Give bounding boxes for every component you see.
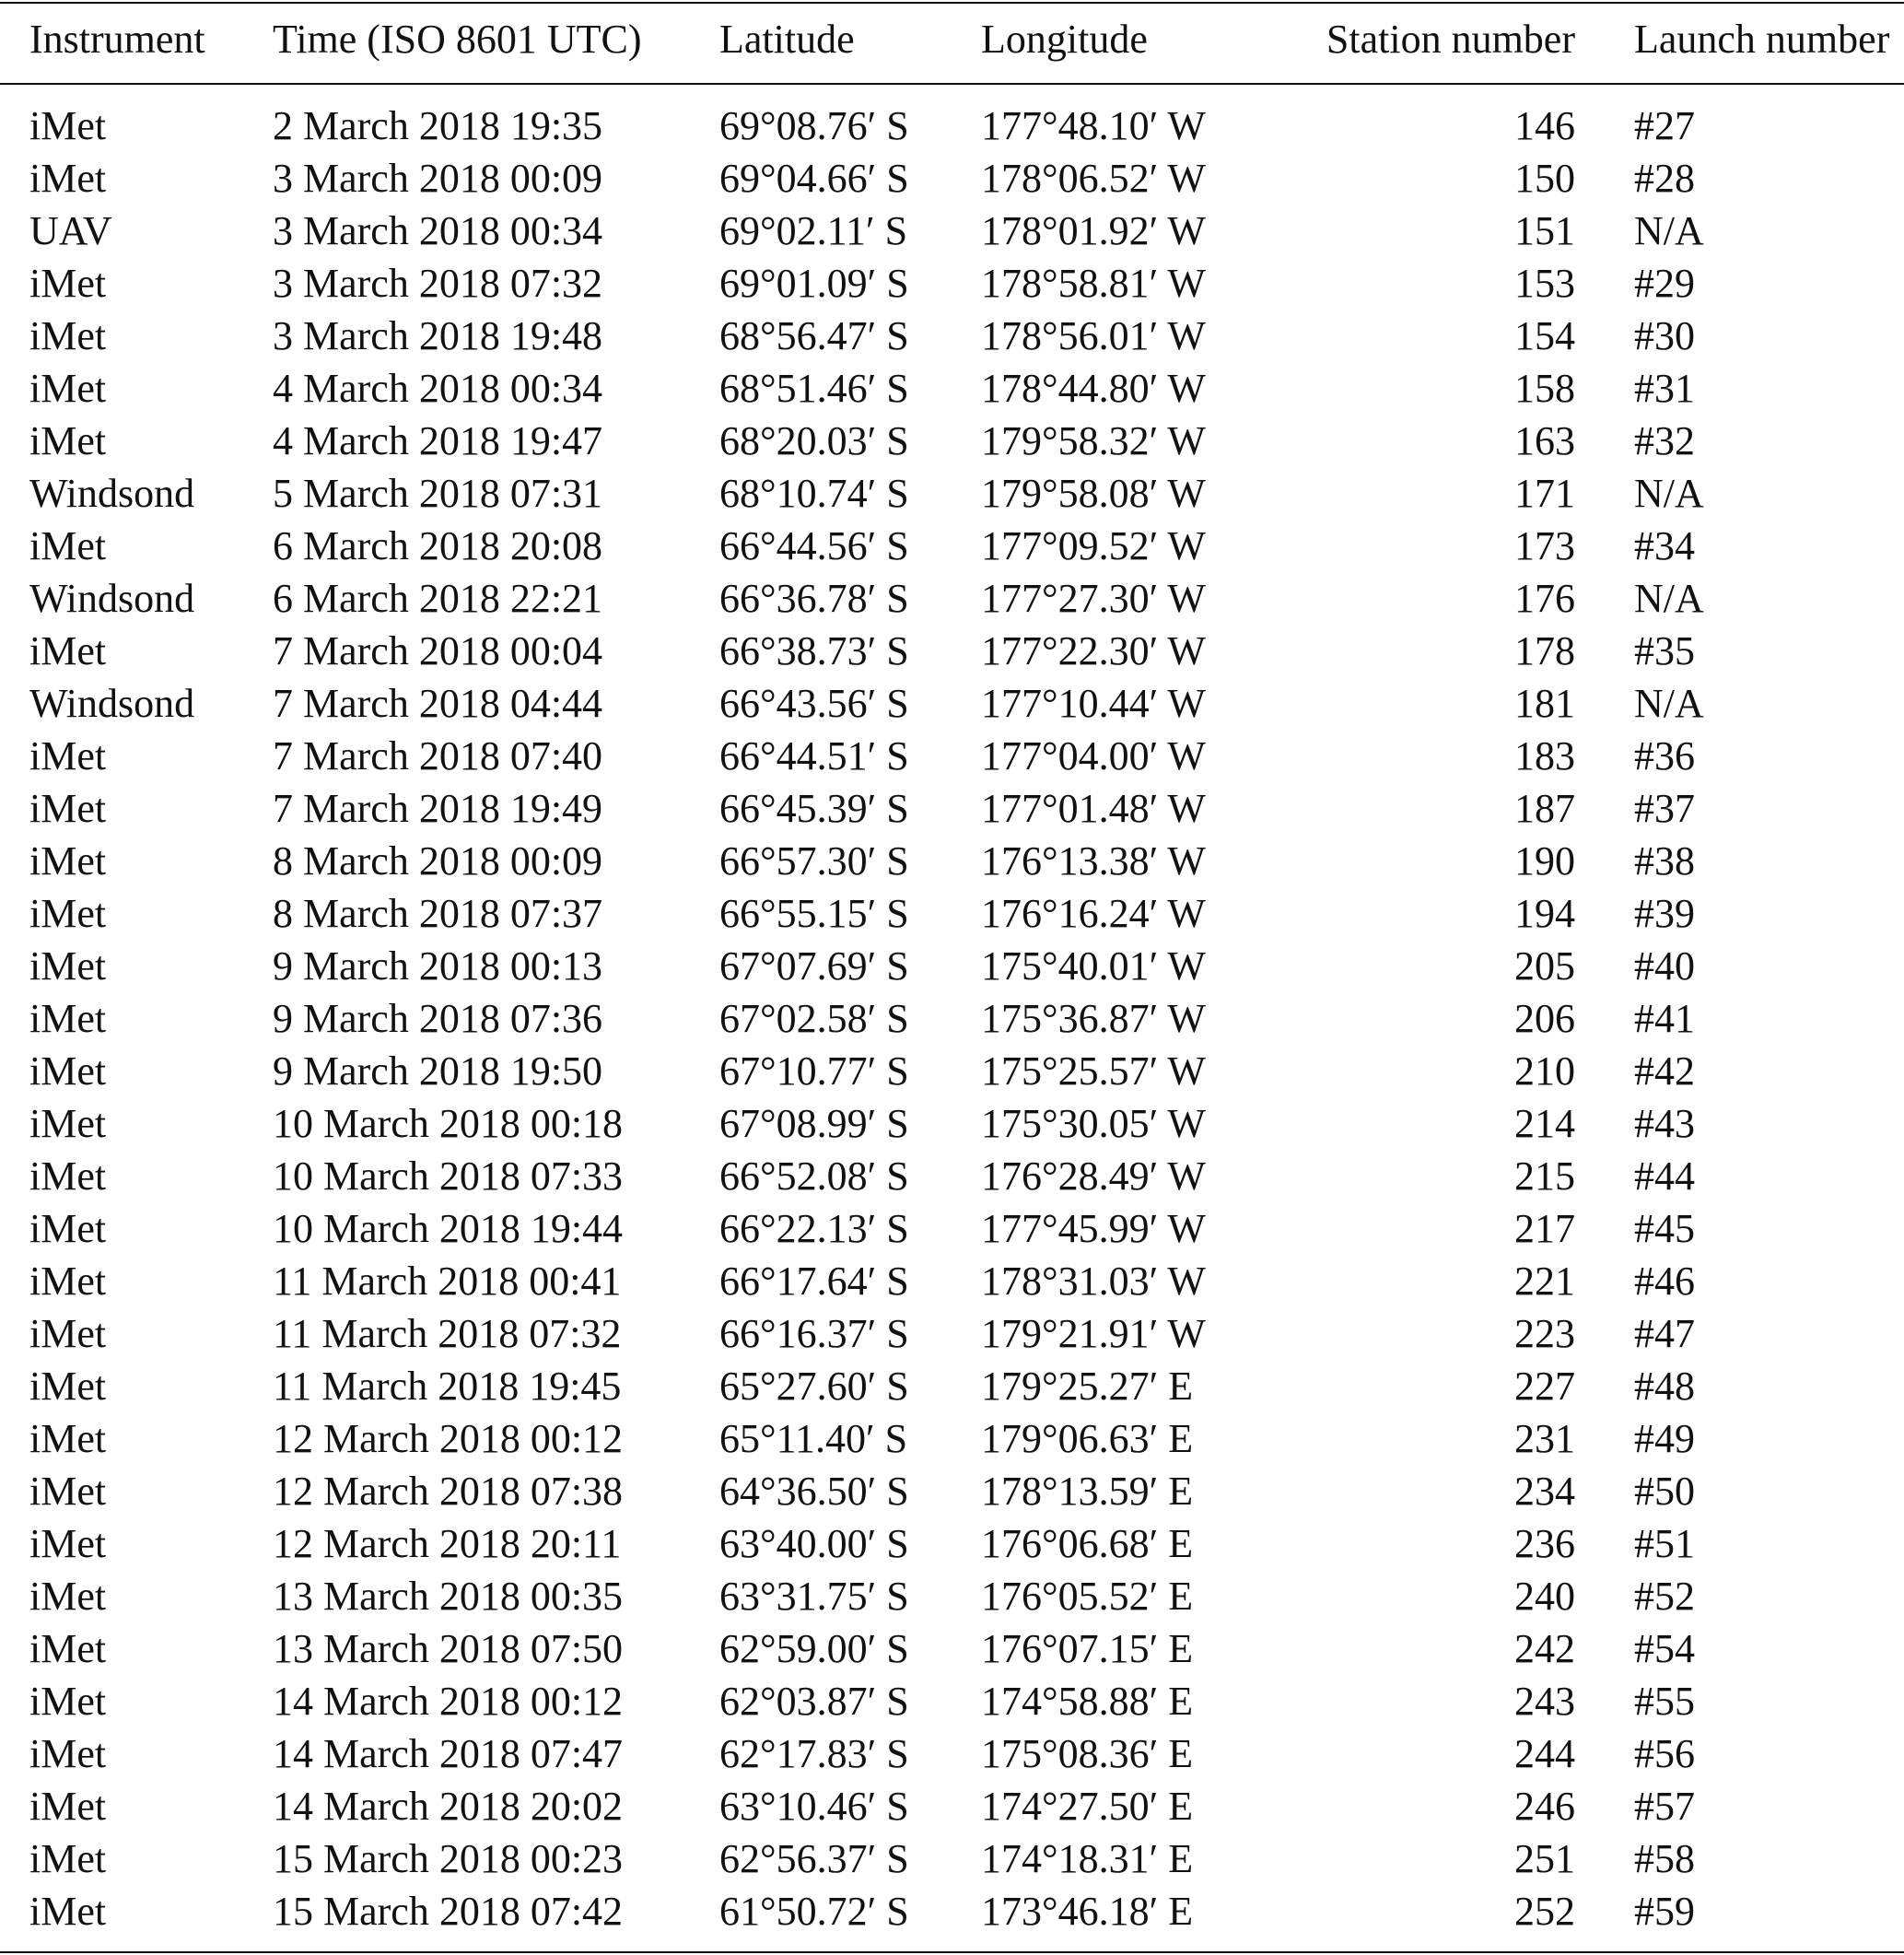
table-row	[0, 992, 1904, 1045]
instrument-cell: iMet	[29, 1153, 107, 1199]
instrument-cell: iMet	[29, 1311, 107, 1356]
table-row	[0, 1780, 1904, 1832]
station-number-cell: 243	[1514, 1679, 1575, 1724]
time-cell: 8 March 2018 07:37	[273, 891, 603, 936]
instrument-cell: iMet	[29, 1416, 107, 1461]
instrument-cell: iMet	[29, 261, 107, 306]
time-cell: 5 March 2018 07:31	[273, 471, 603, 516]
launch-number-cell: #51	[1634, 1521, 1695, 1566]
instrument-cell: iMet	[29, 1101, 107, 1146]
table-row	[0, 1727, 1904, 1780]
launch-number-cell: N/A	[1634, 681, 1704, 726]
instrument-cell: iMet	[29, 1626, 107, 1671]
longitude-cell: 178°06.52′ W	[981, 156, 1206, 201]
longitude-cell: 176°07.15′ E	[981, 1626, 1194, 1671]
time-cell: 7 March 2018 07:40	[273, 733, 603, 778]
station-number-cell: 205	[1514, 943, 1575, 989]
longitude-cell: 175°25.57′ W	[981, 1048, 1206, 1094]
station-number-cell: 206	[1514, 996, 1575, 1041]
longitude-cell: 177°48.10′ W	[981, 103, 1206, 148]
station-number-cell: 221	[1514, 1258, 1575, 1304]
station-number-cell: 210	[1514, 1048, 1575, 1094]
station-number-cell: 178	[1514, 628, 1575, 673]
longitude-cell: 178°13.59′ E	[981, 1469, 1194, 1514]
table-row	[0, 467, 1904, 520]
latitude-cell: 67°10.77′ S	[719, 1048, 909, 1094]
longitude-cell: 179°58.08′ W	[981, 471, 1206, 516]
table-body	[0, 81, 1904, 1937]
station-number-cell: 223	[1514, 1311, 1575, 1356]
time-cell: 15 March 2018 07:42	[273, 1889, 624, 1934]
station-number-cell: 215	[1514, 1153, 1575, 1199]
latitude-cell: 67°08.99′ S	[719, 1101, 909, 1146]
launch-number-cell: #54	[1634, 1626, 1695, 1671]
table-row	[0, 940, 1904, 992]
launch-number-cell: #31	[1634, 366, 1695, 411]
longitude-cell: 177°09.52′ W	[981, 523, 1206, 568]
latitude-cell: 66°55.15′ S	[719, 891, 909, 936]
launch-number-cell: N/A	[1634, 471, 1704, 516]
longitude-cell: 178°44.80′ W	[981, 366, 1206, 411]
spacer-cell	[0, 81, 1904, 100]
instrument-cell: iMet	[29, 523, 107, 568]
instrument-cell: iMet	[29, 1364, 107, 1409]
longitude-cell: 176°16.24′ W	[981, 891, 1206, 936]
latitude-cell: 66°36.78′ S	[719, 576, 909, 621]
launch-number-cell: #39	[1634, 891, 1695, 936]
time-cell: 7 March 2018 19:49	[273, 786, 603, 831]
table-row	[0, 1570, 1904, 1622]
station-number-cell: 153	[1514, 261, 1575, 306]
station-number-cell: 244	[1514, 1731, 1575, 1776]
time-cell: 12 March 2018 07:38	[273, 1469, 624, 1514]
station-number-cell: 176	[1514, 576, 1575, 621]
longitude-cell: 177°04.00′ W	[981, 733, 1206, 778]
longitude-cell: 177°22.30′ W	[981, 628, 1206, 673]
longitude-cell: 176°28.49′ W	[981, 1153, 1206, 1199]
latitude-cell: 66°22.13′ S	[719, 1206, 909, 1251]
latitude-cell: 66°52.08′ S	[719, 1153, 909, 1199]
instrument-cell: iMet	[29, 1469, 107, 1514]
time-cell: 13 March 2018 07:50	[273, 1626, 624, 1671]
latitude-cell: 69°02.11′ S	[719, 208, 908, 253]
instrument-cell: Windsond	[29, 576, 195, 621]
station-number-cell: 252	[1514, 1889, 1575, 1934]
launch-number-cell: #44	[1634, 1153, 1695, 1199]
table-row	[0, 1360, 1904, 1412]
instrument-cell: iMet	[29, 786, 107, 831]
table-row	[0, 1465, 1904, 1517]
table-row	[0, 415, 1904, 467]
instrument-cell: iMet	[29, 418, 107, 463]
instrument-cell: iMet	[29, 1889, 107, 1934]
longitude-cell: 179°58.32′ W	[981, 418, 1206, 463]
time-cell: 14 March 2018 07:47	[273, 1731, 624, 1776]
table-row	[0, 520, 1904, 572]
launch-number-cell: #30	[1634, 313, 1695, 358]
launch-number-cell: #52	[1634, 1574, 1695, 1619]
station-number-cell: 234	[1514, 1469, 1575, 1514]
instrument-cell: iMet	[29, 313, 107, 358]
instrument-cell: iMet	[29, 1679, 107, 1724]
launch-number-cell: #43	[1634, 1101, 1695, 1146]
time-cell: 6 March 2018 20:08	[273, 523, 603, 568]
header-instrument: Instrument	[29, 16, 205, 62]
latitude-cell: 65°11.40′ S	[719, 1416, 908, 1461]
launch-number-cell: #58	[1634, 1836, 1695, 1881]
latitude-cell: 68°51.46′ S	[719, 366, 909, 411]
header-launch-number: Launch number	[1634, 16, 1890, 62]
longitude-cell: 179°25.27′ E	[981, 1364, 1194, 1409]
longitude-cell: 179°21.91′ W	[981, 1311, 1206, 1356]
instrument-cell: Windsond	[29, 471, 195, 516]
instrument-cell: iMet	[29, 1836, 107, 1881]
latitude-cell: 62°59.00′ S	[719, 1626, 909, 1671]
time-cell: 11 March 2018 19:45	[273, 1364, 622, 1409]
table-row	[0, 887, 1904, 940]
time-cell: 7 March 2018 04:44	[273, 681, 603, 726]
time-cell: 9 March 2018 19:50	[273, 1048, 603, 1094]
table-row	[0, 310, 1904, 362]
latitude-cell: 67°07.69′ S	[719, 943, 909, 989]
instrument-cell: iMet	[29, 156, 107, 201]
station-number-cell: 158	[1514, 366, 1575, 411]
station-number-cell: 251	[1514, 1836, 1575, 1881]
time-cell: 7 March 2018 00:04	[273, 628, 603, 673]
latitude-cell: 66°45.39′ S	[719, 786, 909, 831]
time-cell: 3 March 2018 07:32	[273, 261, 603, 306]
table-row	[0, 625, 1904, 677]
header-longitude: Longitude	[981, 16, 1148, 62]
station-number-cell: 242	[1514, 1626, 1575, 1671]
launch-number-cell: #46	[1634, 1258, 1695, 1304]
table-row	[0, 572, 1904, 625]
instrument-cell: iMet	[29, 1048, 107, 1094]
table-row	[0, 1202, 1904, 1255]
instrument-cell: iMet	[29, 1784, 107, 1829]
launch-number-cell: #34	[1634, 523, 1695, 568]
instrument-cell: iMet	[29, 1206, 107, 1251]
latitude-cell: 66°38.73′ S	[719, 628, 909, 673]
table-row	[0, 782, 1904, 835]
table-row	[0, 362, 1904, 415]
station-number-cell: 171	[1514, 471, 1575, 516]
instrument-cell: iMet	[29, 1731, 107, 1776]
launch-number-cell: #37	[1634, 786, 1695, 831]
instrument-cell: iMet	[29, 996, 107, 1041]
launch-number-cell: #41	[1634, 996, 1695, 1041]
longitude-cell: 175°40.01′ W	[981, 943, 1206, 989]
station-number-cell: 190	[1514, 838, 1575, 884]
station-number-cell: 217	[1514, 1206, 1575, 1251]
latitude-cell: 62°03.87′ S	[719, 1679, 909, 1724]
header-spacer	[0, 81, 1904, 100]
longitude-cell: 175°08.36′ E	[981, 1731, 1194, 1776]
longitude-cell: 175°30.05′ W	[981, 1101, 1206, 1146]
table-row	[0, 1045, 1904, 1097]
table-row	[0, 205, 1904, 257]
launch-number-cell: #45	[1634, 1206, 1695, 1251]
launch-number-cell: #35	[1634, 628, 1695, 673]
launch-number-cell: #28	[1634, 156, 1695, 201]
time-cell: 14 March 2018 00:12	[273, 1679, 624, 1724]
instrument-cell: iMet	[29, 838, 107, 884]
launch-number-cell: #55	[1634, 1679, 1695, 1724]
latitude-cell: 63°40.00′ S	[719, 1521, 909, 1566]
longitude-cell: 175°36.87′ W	[981, 996, 1206, 1041]
time-cell: 6 March 2018 22:21	[273, 576, 603, 621]
longitude-cell: 178°01.92′ W	[981, 208, 1206, 253]
station-number-cell: 194	[1514, 891, 1575, 936]
time-cell: 3 March 2018 00:34	[273, 208, 603, 253]
latitude-cell: 62°17.83′ S	[719, 1731, 909, 1776]
instrument-cell: iMet	[29, 733, 107, 778]
station-number-cell: 240	[1514, 1574, 1575, 1619]
longitude-cell: 174°27.50′ E	[981, 1784, 1194, 1829]
latitude-cell: 66°44.51′ S	[719, 733, 909, 778]
latitude-cell: 66°57.30′ S	[719, 838, 909, 884]
table-row	[0, 1885, 1904, 1937]
table-row	[0, 1412, 1904, 1465]
launch-number-cell: #38	[1634, 838, 1695, 884]
time-cell: 10 March 2018 19:44	[273, 1206, 624, 1251]
launch-number-cell: #42	[1634, 1048, 1695, 1094]
table-row	[0, 1517, 1904, 1570]
instrument-cell: iMet	[29, 366, 107, 411]
launch-number-cell: #59	[1634, 1889, 1695, 1934]
longitude-cell: 176°06.68′ E	[981, 1521, 1194, 1566]
latitude-cell: 66°17.64′ S	[719, 1258, 909, 1304]
time-cell: 11 March 2018 00:41	[273, 1258, 622, 1304]
time-cell: 15 March 2018 00:23	[273, 1836, 624, 1881]
longitude-cell: 178°58.81′ W	[981, 261, 1206, 306]
time-cell: 8 March 2018 00:09	[273, 838, 603, 884]
longitude-cell: 177°27.30′ W	[981, 576, 1206, 621]
table-row	[0, 835, 1904, 887]
latitude-cell: 66°43.56′ S	[719, 681, 909, 726]
table-row	[0, 100, 1904, 152]
station-number-cell: 187	[1514, 786, 1575, 831]
time-cell: 13 March 2018 00:35	[273, 1574, 624, 1619]
station-number-cell: 183	[1514, 733, 1575, 778]
launch-number-cell: N/A	[1634, 208, 1704, 253]
longitude-cell: 179°06.63′ E	[981, 1416, 1194, 1461]
header-station-number: Station number	[1326, 16, 1575, 62]
longitude-cell: 176°13.38′ W	[981, 838, 1206, 884]
time-cell: 10 March 2018 07:33	[273, 1153, 624, 1199]
instrument-cell: UAV	[29, 208, 112, 253]
longitude-cell: 173°46.18′ E	[981, 1889, 1194, 1934]
table-row	[0, 1307, 1904, 1360]
launch-number-cell: #47	[1634, 1311, 1695, 1356]
longitude-cell: 178°56.01′ W	[981, 313, 1206, 358]
station-number-cell: 163	[1514, 418, 1575, 463]
latitude-cell: 69°08.76′ S	[719, 103, 909, 148]
longitude-cell: 178°31.03′ W	[981, 1258, 1206, 1304]
time-cell: 9 March 2018 00:13	[273, 943, 603, 989]
longitude-cell: 177°45.99′ W	[981, 1206, 1206, 1251]
latitude-cell: 68°10.74′ S	[719, 471, 909, 516]
instrument-cell: iMet	[29, 1521, 107, 1566]
launch-number-cell: #27	[1634, 103, 1695, 148]
station-number-cell: 146	[1514, 103, 1575, 148]
station-number-cell: 246	[1514, 1784, 1575, 1829]
latitude-cell: 62°56.37′ S	[719, 1836, 909, 1881]
longitude-cell: 177°01.48′ W	[981, 786, 1206, 831]
instrument-cell: iMet	[29, 891, 107, 936]
instrument-cell: iMet	[29, 103, 107, 148]
time-cell: 10 March 2018 00:18	[273, 1101, 624, 1146]
longitude-cell: 177°10.44′ W	[981, 681, 1206, 726]
latitude-cell: 65°27.60′ S	[719, 1364, 909, 1409]
table-row	[0, 152, 1904, 205]
latitude-cell: 63°31.75′ S	[719, 1574, 909, 1619]
launch-number-cell: #40	[1634, 943, 1695, 989]
table-row	[0, 1832, 1904, 1885]
launch-number-cell: #48	[1634, 1364, 1695, 1409]
latitude-cell: 66°16.37′ S	[719, 1311, 909, 1356]
latitude-cell: 68°20.03′ S	[719, 418, 909, 463]
launch-number-cell: #29	[1634, 261, 1695, 306]
table-row	[0, 1675, 1904, 1727]
latitude-cell: 61°50.72′ S	[719, 1889, 909, 1934]
longitude-cell: 176°05.52′ E	[981, 1574, 1194, 1619]
station-number-cell: 173	[1514, 523, 1575, 568]
latitude-cell: 64°36.50′ S	[719, 1469, 909, 1514]
station-number-cell: 236	[1514, 1521, 1575, 1566]
station-number-cell: 231	[1514, 1416, 1575, 1461]
station-number-cell: 181	[1514, 681, 1575, 726]
time-cell: 3 March 2018 00:09	[273, 156, 603, 201]
latitude-cell: 63°10.46′ S	[719, 1784, 909, 1829]
header-time: Time (ISO 8601 UTC)	[273, 16, 642, 62]
latitude-cell: 67°02.58′ S	[719, 996, 909, 1041]
instrument-cell: Windsond	[29, 681, 195, 726]
instrument-cell: iMet	[29, 1574, 107, 1619]
table-row	[0, 1150, 1904, 1202]
launch-number-cell: #49	[1634, 1416, 1695, 1461]
header-latitude: Latitude	[719, 16, 855, 62]
table-bottom-rule	[0, 1951, 1904, 1953]
launch-number-cell: #50	[1634, 1469, 1695, 1514]
header-row	[0, 0, 1904, 81]
time-cell: 14 March 2018 20:02	[273, 1784, 624, 1829]
station-number-cell: 227	[1514, 1364, 1575, 1409]
station-number-cell: 214	[1514, 1101, 1575, 1146]
instrument-cell: iMet	[29, 943, 107, 989]
table-row	[0, 677, 1904, 730]
time-cell: 4 March 2018 00:34	[273, 366, 603, 411]
time-cell: 12 March 2018 20:11	[273, 1521, 622, 1566]
time-cell: 4 March 2018 19:47	[273, 418, 603, 463]
longitude-cell: 174°18.31′ E	[981, 1836, 1194, 1881]
time-cell: 12 March 2018 00:12	[273, 1416, 624, 1461]
launch-number-cell: #57	[1634, 1784, 1695, 1829]
station-number-cell: 151	[1514, 208, 1575, 253]
instrument-cell: iMet	[29, 1258, 107, 1304]
time-cell: 3 March 2018 19:48	[273, 313, 603, 358]
latitude-cell: 69°04.66′ S	[719, 156, 909, 201]
table-row	[0, 1255, 1904, 1307]
table-header	[0, 0, 1904, 81]
launch-number-cell: N/A	[1634, 576, 1704, 621]
table-row	[0, 1622, 1904, 1675]
table-row	[0, 257, 1904, 310]
longitude-cell: 174°58.88′ E	[981, 1679, 1194, 1724]
instrument-cell: iMet	[29, 628, 107, 673]
table-row	[0, 1097, 1904, 1150]
launch-number-cell: #56	[1634, 1731, 1695, 1776]
station-number-cell: 150	[1514, 156, 1575, 201]
time-cell: 11 March 2018 07:32	[273, 1311, 622, 1356]
latitude-cell: 68°56.47′ S	[719, 313, 909, 358]
table-row	[0, 730, 1904, 782]
latitude-cell: 66°44.56′ S	[719, 523, 909, 568]
launch-number-cell: #36	[1634, 733, 1695, 778]
latitude-cell: 69°01.09′ S	[719, 261, 909, 306]
time-cell: 2 March 2018 19:35	[273, 103, 603, 148]
station-number-cell: 154	[1514, 313, 1575, 358]
launch-number-cell: #32	[1634, 418, 1695, 463]
time-cell: 9 March 2018 07:36	[273, 996, 603, 1041]
